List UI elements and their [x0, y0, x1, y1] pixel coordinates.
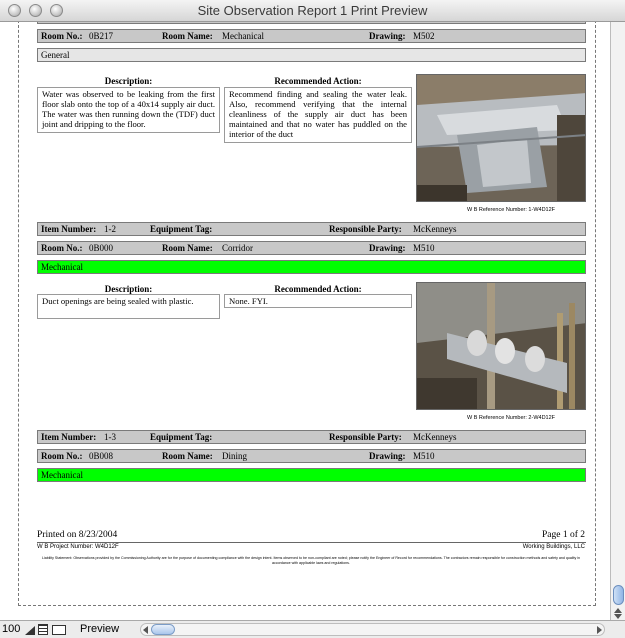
- category-bar: Mechanical: [37, 260, 586, 274]
- scroll-left-icon[interactable]: [143, 626, 148, 634]
- room-no-value: 0B217: [89, 31, 114, 41]
- drawing-label: Drawing:: [369, 451, 406, 461]
- vertical-scrollbar[interactable]: [610, 22, 625, 620]
- item-number-label: Item Number:: [41, 224, 97, 234]
- category-bar: Mechanical: [37, 468, 586, 482]
- room-no-label: Room No.:: [41, 451, 83, 461]
- responsible-party-value: [413, 22, 457, 23]
- observation-photo: [416, 282, 586, 410]
- category-bar: General: [37, 48, 586, 62]
- responsible-party-label: Responsible Party:: [329, 432, 402, 442]
- description-header: Description:: [104, 284, 153, 294]
- drawing-value: M502: [413, 31, 435, 41]
- room-name-label: Room Name:: [162, 243, 213, 253]
- scroll-right-icon[interactable]: [597, 626, 602, 634]
- recommended-action-header: Recommended Action:: [274, 76, 362, 86]
- item-header-row: [37, 222, 586, 236]
- project-number: W B Project Number: W4D12F: [37, 544, 119, 550]
- zoom-level[interactable]: 100: [2, 623, 21, 635]
- responsible-party-label: Responsible Party:: [329, 224, 402, 234]
- room-name-label: Room Name:: [162, 31, 213, 41]
- observation-photo: [416, 74, 586, 202]
- drawing-label: Drawing:: [369, 31, 406, 41]
- room-no-value: 0B008: [89, 451, 114, 461]
- reference-number: W B Reference Number: 2-W4D12F: [467, 415, 556, 421]
- room-no-value: 0B000: [89, 243, 114, 253]
- responsible-party-value: McKenneys: [413, 224, 457, 234]
- responsible-party-label: [329, 22, 402, 23]
- printed-on: Printed on 8/23/2004: [37, 530, 118, 540]
- recommended-action-text: None. FYI.: [224, 294, 412, 308]
- item-number-label: [41, 22, 96, 23]
- room-no-label: Room No.:: [41, 31, 83, 41]
- room-no-label: Room No.:: [41, 243, 83, 253]
- drawing-value: M510: [413, 451, 435, 461]
- equipment-tag-label: Equipment Tag:: [150, 224, 213, 234]
- horizontal-scrollbar[interactable]: [140, 623, 605, 636]
- room-name-label: Room Name:: [162, 451, 213, 461]
- equipment-tag-label: Equipment Tag:: [150, 432, 213, 442]
- recommended-action-header: Recommended Action:: [274, 284, 362, 294]
- equipment-tag-label: [150, 22, 212, 23]
- view-mode-icon[interactable]: [52, 625, 66, 635]
- description-text: Duct openings are being sealed with plastic.: [37, 294, 220, 319]
- item-number-value: 1-3: [104, 432, 116, 442]
- room-row: [37, 29, 586, 43]
- room-name-value: Mechanical: [222, 31, 264, 41]
- scroll-up-icon[interactable]: [614, 608, 622, 613]
- description-header: Description:: [104, 76, 153, 86]
- preview-area[interactable]: [0, 22, 610, 620]
- reference-number: W B Reference Number: 1-W4D12F: [467, 207, 556, 213]
- room-name-value: Dining: [222, 451, 248, 461]
- drawing-value: M510: [413, 243, 435, 253]
- page-number: Page 1 of 2: [541, 530, 585, 540]
- item-number-value: 1-2: [104, 224, 116, 234]
- footer-divider: [37, 542, 586, 543]
- room-name-value: Corridor: [222, 243, 253, 253]
- item-number-value: [104, 22, 116, 23]
- report-page: [18, 22, 596, 606]
- liability-statement: Liability Statement: Observations provided by the Commissioning Authority are for the purpose of documenting compliance with the design intent. Items observed to be non-compliant are noted; please notify the Engineer of Record for recommendations. The contractors remain responsible for construction methods and safety and quality in accordance with applicable laws and regulations.: [41, 556, 581, 565]
- room-row: [37, 241, 586, 255]
- status-toggle-icon[interactable]: [38, 624, 48, 635]
- item-header-row: [37, 22, 586, 24]
- item-header-row: [37, 430, 586, 444]
- room-row: [37, 449, 586, 463]
- zoom-out-icon[interactable]: [25, 626, 35, 635]
- status-bar: [0, 620, 625, 638]
- description-text: Water was observed to be leaking from the first floor slab onto the top of a 40x14 supply air duct. The water was then running down the (TDF) duct joint and dripping to the floor.: [37, 87, 220, 133]
- mode-label: Preview: [80, 623, 120, 635]
- vertical-scroll-thumb[interactable]: [613, 585, 624, 605]
- drawing-label: Drawing:: [369, 243, 406, 253]
- company-name: Working Buildings, LLC: [522, 544, 585, 550]
- window-title: Site Observation Report 1 Print Preview: [197, 3, 428, 18]
- scroll-down-icon[interactable]: [614, 614, 622, 619]
- horizontal-scroll-thumb[interactable]: [151, 624, 175, 635]
- recommended-action-text: Recommend finding and sealing the water leak. Also, recommend verifying that the internal cleanliness of the supply air duct has been maintained and that no water has puddled on the interior of the duct: [224, 87, 412, 143]
- window-titlebar: [0, 0, 625, 22]
- item-number-label: Item Number:: [41, 432, 97, 442]
- responsible-party-value: McKenneys: [413, 432, 457, 442]
